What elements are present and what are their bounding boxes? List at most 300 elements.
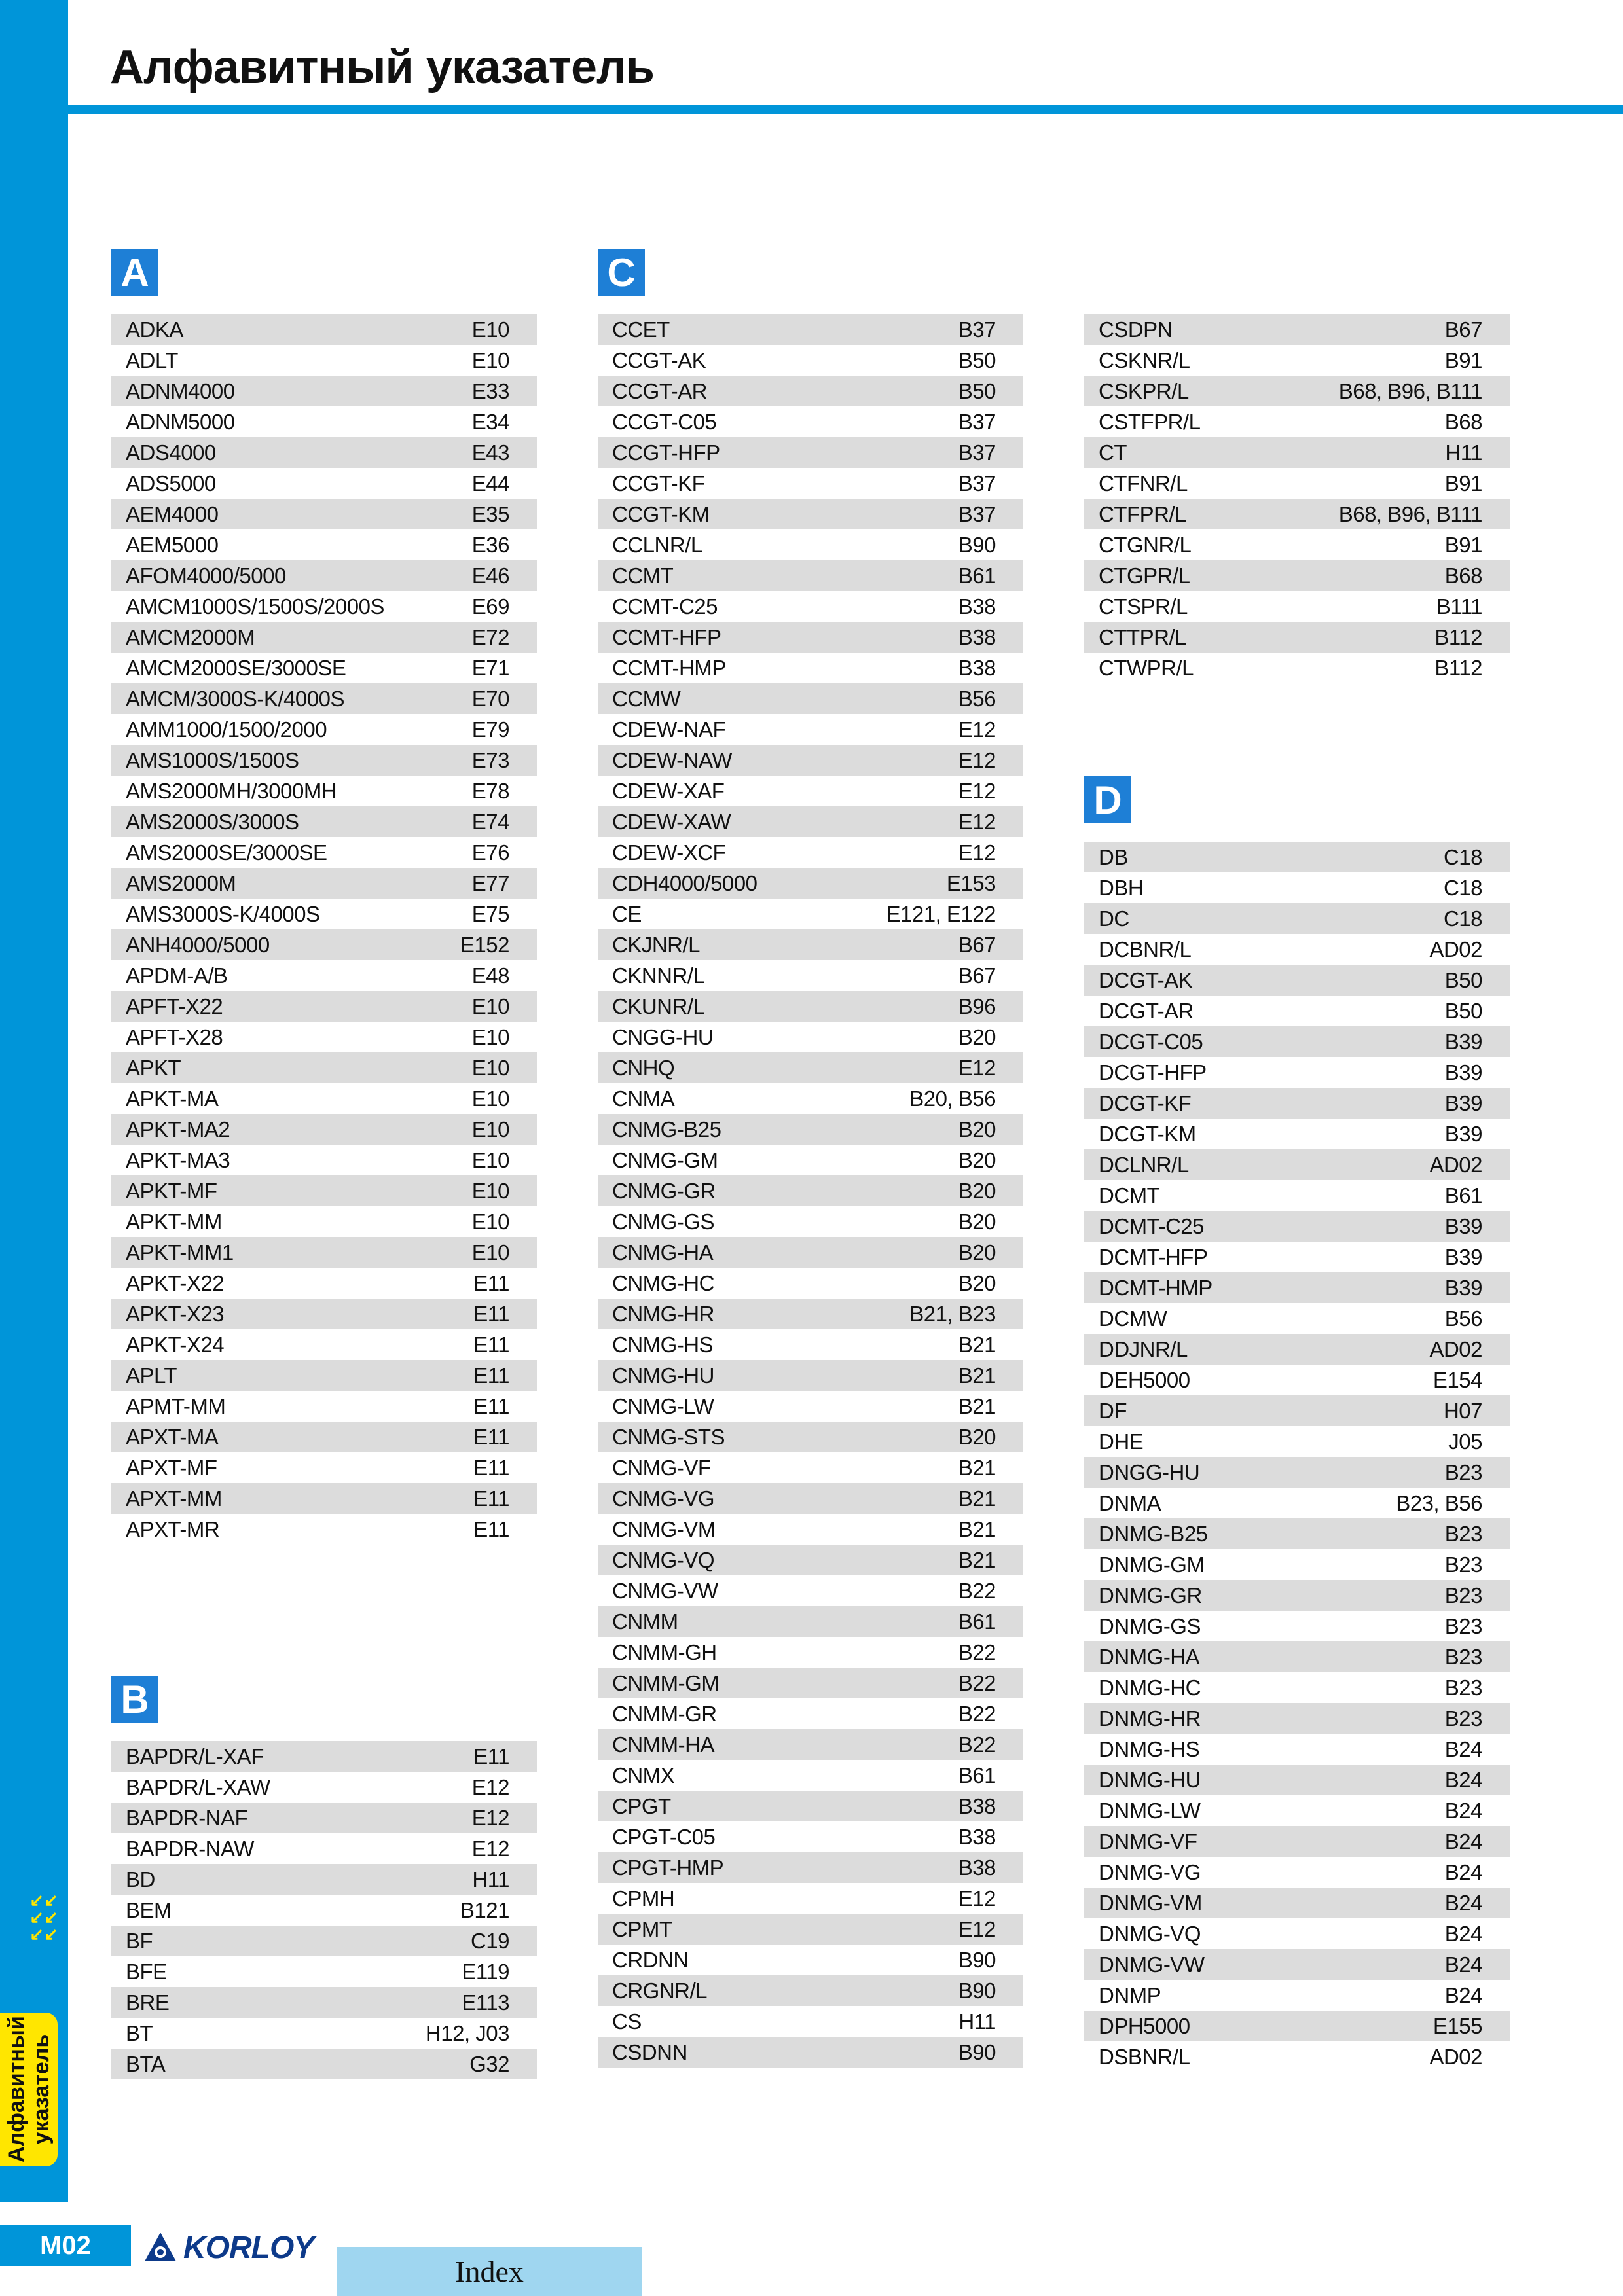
entry-page-ref[interactable]: E119	[462, 1959, 509, 1984]
index-entry	[1084, 1119, 1510, 1149]
entry-code: AMCM2000M	[126, 624, 255, 649]
entry-page-ref[interactable]: B20	[958, 1178, 996, 1203]
entry-page-ref[interactable]: B23	[1444, 1552, 1482, 1577]
entry-page-ref[interactable]: B20, B56	[909, 1086, 996, 1111]
entry-page-ref[interactable]: B23	[1444, 1675, 1482, 1700]
index-entry	[1084, 1303, 1510, 1334]
entry-page-ref[interactable]: E155	[1432, 2013, 1482, 2038]
entry-page-ref[interactable]: B24	[1444, 1921, 1482, 1946]
entry-page-ref[interactable]: B22	[958, 1732, 996, 1757]
index-entry	[598, 591, 1023, 622]
index-label[interactable]: Index	[337, 2247, 642, 2296]
index-entry	[111, 1391, 537, 1422]
entry-page-ref[interactable]: E46	[471, 563, 509, 588]
entry-page-ref[interactable]: B37	[958, 440, 996, 465]
index-entry	[598, 345, 1023, 376]
entry-page-ref[interactable]: B90	[958, 532, 996, 557]
index-entry	[598, 714, 1023, 745]
entry-page-ref[interactable]: B23, B56	[1396, 1490, 1482, 1515]
entry-code: CSKNR/L	[1099, 348, 1190, 372]
entry-code: ANH4000/5000	[126, 932, 270, 957]
entry-page-ref[interactable]: E12	[958, 778, 996, 803]
index-entry	[111, 714, 537, 745]
entry-code: APLT	[126, 1363, 177, 1388]
entry-code: APKT-MA3	[126, 1147, 230, 1172]
entry-list	[1084, 314, 1510, 683]
entry-page-ref[interactable]: H12, J03	[425, 2020, 509, 2045]
entry-page-ref[interactable]: B21	[958, 1516, 996, 1541]
entry-page-ref[interactable]: E154	[1432, 1367, 1482, 1392]
index-entry	[111, 591, 537, 622]
entry-page-ref[interactable]: E11	[473, 1744, 509, 1768]
entry-page-ref[interactable]: B50	[1444, 967, 1482, 992]
entry-page-ref[interactable]: B20	[958, 1117, 996, 1141]
entry-page-ref[interactable]: E10	[471, 1055, 509, 1080]
entry-page-ref[interactable]: B22	[958, 1578, 996, 1603]
entry-page-ref[interactable]: B38	[958, 1824, 996, 1849]
entry-page-ref[interactable]: E113	[462, 1990, 509, 2015]
entry-page-ref[interactable]: B61	[958, 563, 996, 588]
entry-code: DNMG-HR	[1099, 1706, 1201, 1731]
entry-page-ref[interactable]: B38	[958, 655, 996, 680]
entry-page-ref[interactable]: B24	[1444, 1829, 1482, 1854]
entry-page-ref[interactable]: E77	[471, 870, 509, 895]
entry-page-ref[interactable]: E11	[473, 1516, 509, 1541]
entry-page-ref[interactable]: E10	[471, 1147, 509, 1172]
entry-page-ref[interactable]: B90	[958, 1947, 996, 1972]
entry-code: ADS5000	[126, 471, 216, 495]
entry-page-ref[interactable]: E10	[471, 1024, 509, 1049]
entry-page-ref[interactable]: E69	[471, 594, 509, 619]
entry-page-ref[interactable]: B39	[1444, 1121, 1482, 1146]
entry-code: CNMG-B25	[612, 1117, 721, 1141]
entry-page-ref[interactable]: E12	[471, 1805, 509, 1830]
entry-page-ref[interactable]: H07	[1443, 1398, 1482, 1423]
entry-code: DF	[1099, 1398, 1127, 1423]
index-entry	[111, 1803, 537, 1833]
index-entry	[598, 1422, 1023, 1452]
entry-page-ref[interactable]: E10	[471, 1086, 509, 1111]
entry-code: DNMG-HC	[1099, 1675, 1201, 1700]
entry-page-ref[interactable]: AD02	[1429, 1336, 1482, 1361]
entry-page-ref[interactable]: B22	[958, 1640, 996, 1664]
entry-code: DDJNR/L	[1099, 1336, 1188, 1361]
entry-code: ADNM5000	[126, 409, 235, 434]
entry-page-ref[interactable]: E12	[471, 1774, 509, 1799]
index-entry	[111, 683, 537, 714]
entry-code: CNMA	[612, 1086, 675, 1111]
entry-page-ref[interactable]: B24	[1444, 1798, 1482, 1823]
entry-page-ref[interactable]: C18	[1443, 844, 1482, 869]
entry-page-ref[interactable]: E73	[471, 747, 509, 772]
entry-page-ref[interactable]: B20	[958, 1424, 996, 1449]
entry-page-ref[interactable]: B68	[1444, 563, 1482, 588]
entry-code: DNMG-GS	[1099, 1613, 1201, 1638]
entry-page-ref[interactable]: C19	[470, 1928, 509, 1953]
index-entry	[111, 468, 537, 499]
entry-page-ref[interactable]: E11	[473, 1332, 509, 1357]
entry-page-ref[interactable]: B68, B96, B111	[1338, 378, 1482, 403]
entry-page-ref[interactable]: E34	[471, 409, 509, 434]
index-entry	[111, 1483, 537, 1514]
entry-code: CCGT-AK	[612, 348, 706, 372]
entry-page-ref[interactable]: E11	[473, 1301, 509, 1326]
entry-page-ref[interactable]: B24	[1444, 1890, 1482, 1915]
entry-code: CPGT-C05	[612, 1824, 716, 1849]
index-entry	[598, 1668, 1023, 1698]
entry-page-ref[interactable]: B111	[1436, 594, 1482, 619]
entry-page-ref[interactable]: B39	[1444, 1029, 1482, 1054]
entry-page-ref[interactable]: B61	[958, 1763, 996, 1787]
entry-page-ref[interactable]: B90	[958, 2039, 996, 2064]
entry-page-ref[interactable]: B38	[958, 1793, 996, 1818]
index-entry	[111, 653, 537, 683]
entry-code: ADS4000	[126, 440, 216, 465]
entry-page-ref[interactable]: B24	[1444, 1859, 1482, 1884]
index-entry	[111, 776, 537, 806]
entry-page-ref[interactable]: E12	[958, 1916, 996, 1941]
entry-page-ref[interactable]: B96	[958, 994, 996, 1018]
index-entry	[598, 560, 1023, 591]
entry-page-ref[interactable]: B23	[1444, 1613, 1482, 1638]
entry-page-ref[interactable]: E11	[473, 1486, 509, 1511]
index-entry	[1084, 1457, 1510, 1488]
entry-page-ref[interactable]: B37	[958, 471, 996, 495]
entry-code: AMS2000S/3000S	[126, 809, 299, 834]
entry-page-ref[interactable]: B20	[958, 1270, 996, 1295]
index-entry	[111, 1514, 537, 1545]
entry-code: BAPDR/L-XAW	[126, 1774, 270, 1799]
entry-page-ref[interactable]: B23	[1444, 1460, 1482, 1484]
index-entry	[111, 1206, 537, 1237]
index-entry	[111, 1926, 537, 1956]
entry-page-ref[interactable]: B39	[1444, 1060, 1482, 1085]
entry-page-ref[interactable]: C18	[1443, 875, 1482, 900]
entry-page-ref[interactable]: B21	[958, 1547, 996, 1572]
entry-code: CCGT-HFP	[612, 440, 720, 465]
index-entry	[598, 1606, 1023, 1637]
entry-page-ref[interactable]: B50	[1444, 998, 1482, 1023]
entry-page-ref[interactable]: E11	[473, 1363, 509, 1388]
entry-page-ref[interactable]: E44	[471, 471, 509, 495]
entry-page-ref[interactable]: B50	[958, 378, 996, 403]
entry-page-ref[interactable]: B91	[1444, 532, 1482, 557]
entry-page-ref[interactable]: G32	[469, 2051, 509, 2076]
index-entry	[111, 1833, 537, 1864]
entry-code: DCLNR/L	[1099, 1152, 1189, 1177]
entry-page-ref[interactable]: B37	[958, 409, 996, 434]
index-entry	[111, 1741, 537, 1772]
entry-page-ref[interactable]: E71	[471, 655, 509, 680]
entry-code: AMM1000/1500/2000	[126, 717, 327, 742]
index-entry	[111, 1987, 537, 2018]
entry-page-ref[interactable]: B23	[1444, 1706, 1482, 1731]
index-entry	[111, 991, 537, 1022]
index-entry	[598, 929, 1023, 960]
entry-page-ref[interactable]: E121, E122	[886, 901, 996, 926]
entry-code: APKT-X23	[126, 1301, 225, 1326]
entry-code: DC	[1099, 906, 1129, 931]
entry-page-ref[interactable]: B38	[958, 1855, 996, 1880]
index-entry	[111, 745, 537, 776]
entry-page-ref[interactable]: E10	[471, 1178, 509, 1203]
index-entry	[598, 1760, 1023, 1791]
entry-code: APKT-MM1	[126, 1240, 234, 1265]
index-entry	[111, 1052, 537, 1083]
entry-code: APXT-MR	[126, 1516, 220, 1541]
entry-page-ref[interactable]: E12	[958, 747, 996, 772]
entry-page-ref[interactable]: E12	[471, 1836, 509, 1861]
entry-page-ref[interactable]: E11	[473, 1424, 509, 1449]
entry-page-ref[interactable]: B67	[958, 932, 996, 957]
entry-page-ref[interactable]: H11	[472, 1867, 509, 1892]
entry-page-ref[interactable]: E152	[460, 932, 509, 957]
entry-page-ref[interactable]: B68, B96, B111	[1338, 501, 1482, 526]
entry-page-ref[interactable]: E43	[471, 440, 509, 465]
index-entry	[1084, 996, 1510, 1026]
entry-code: DNMG-VM	[1099, 1890, 1202, 1915]
entry-page-ref[interactable]: B23	[1444, 1521, 1482, 1546]
index-entry	[111, 314, 537, 345]
back-arrows-icon[interactable]: ↙↙ ↙↙ ↙↙	[29, 1890, 58, 1944]
entry-page-ref[interactable]: B23	[1444, 1644, 1482, 1669]
entry-page-ref[interactable]: E12	[958, 809, 996, 834]
entry-page-ref[interactable]: B22	[958, 1670, 996, 1695]
korloy-logo-icon	[143, 2230, 178, 2265]
section-letter: D	[1084, 776, 1131, 823]
entry-page-ref[interactable]: B39	[1444, 1275, 1482, 1300]
index-entry	[111, 806, 537, 837]
index-entry	[1084, 1088, 1510, 1119]
entry-page-ref[interactable]: B24	[1444, 1767, 1482, 1792]
entry-page-ref[interactable]: E10	[471, 1240, 509, 1265]
entry-code: DNMG-LW	[1099, 1798, 1201, 1823]
entry-page-ref[interactable]: B24	[1444, 1736, 1482, 1761]
entry-code: APKT-MA2	[126, 1117, 230, 1141]
index-entry	[1084, 1795, 1510, 1826]
entry-page-ref[interactable]: E79	[471, 717, 509, 742]
entry-page-ref[interactable]: B21	[958, 1393, 996, 1418]
brand-name: KORLOY	[183, 2230, 314, 2265]
entry-page-ref[interactable]: E74	[471, 809, 509, 834]
index-entry	[598, 622, 1023, 653]
entry-page-ref[interactable]: E70	[471, 686, 509, 711]
entry-code: CNMG-VW	[612, 1578, 718, 1603]
entry-page-ref[interactable]: B61	[958, 1609, 996, 1634]
entry-page-ref[interactable]: B22	[958, 1701, 996, 1726]
entry-page-ref[interactable]: E10	[471, 1117, 509, 1141]
entry-code: DNMA	[1099, 1490, 1161, 1515]
entry-page-ref[interactable]: B21, B23	[909, 1301, 996, 1326]
entry-page-ref[interactable]: B20	[958, 1209, 996, 1234]
index-entry	[1084, 1488, 1510, 1518]
index-entry	[111, 899, 537, 929]
section-letter: A	[111, 249, 158, 296]
entry-page-ref[interactable]: E76	[471, 840, 509, 865]
entry-page-ref[interactable]: E153	[946, 870, 996, 895]
entry-page-ref[interactable]: B39	[1444, 1090, 1482, 1115]
entry-page-ref[interactable]: E36	[471, 532, 509, 557]
entry-page-ref[interactable]: E12	[958, 717, 996, 742]
section-letter: B	[111, 1676, 158, 1723]
entry-code: CTFPR/L	[1099, 501, 1187, 526]
entry-page-ref[interactable]: E10	[471, 317, 509, 342]
entry-code: CPGT	[612, 1793, 671, 1818]
entry-page-ref[interactable]: AD02	[1429, 937, 1482, 961]
entry-page-ref[interactable]: B20	[958, 1024, 996, 1049]
index-entry	[1084, 622, 1510, 653]
index-entry	[1084, 842, 1510, 872]
index-entry	[111, 1895, 537, 1926]
entry-page-ref[interactable]: B39	[1444, 1213, 1482, 1238]
entry-page-ref[interactable]: E10	[471, 1209, 509, 1234]
entry-page-ref[interactable]: B21	[958, 1486, 996, 1511]
entry-page-ref[interactable]: B20	[958, 1240, 996, 1265]
entry-code: CNMG-HC	[612, 1270, 714, 1295]
index-entry	[598, 314, 1023, 345]
entry-code: CNMG-GR	[612, 1178, 716, 1203]
entry-page-ref[interactable]: B24	[1444, 1982, 1482, 2007]
entry-page-ref[interactable]: E48	[471, 963, 509, 988]
entry-page-ref[interactable]: E35	[471, 501, 509, 526]
entry-page-ref[interactable]: B56	[1444, 1306, 1482, 1331]
index-entry	[598, 1391, 1023, 1422]
entry-code: CPGT-HMP	[612, 1855, 724, 1880]
entry-page-ref[interactable]: B20	[958, 1147, 996, 1172]
entry-page-ref[interactable]: H11	[1445, 440, 1482, 465]
index-entry	[111, 837, 537, 868]
side-tab[interactable]	[0, 2013, 58, 2166]
entry-code: AMS2000SE/3000SE	[126, 840, 327, 865]
entry-page-ref[interactable]: E11	[473, 1270, 509, 1295]
entry-code: APFT-X22	[126, 994, 223, 1018]
entry-code: APXT-MM	[126, 1486, 222, 1511]
entry-page-ref[interactable]: B90	[958, 1978, 996, 2003]
index-entry	[598, 499, 1023, 529]
index-entry	[1084, 1334, 1510, 1365]
index-entry	[111, 376, 537, 406]
index-entry	[111, 1956, 537, 1987]
entry-page-ref[interactable]: B37	[958, 501, 996, 526]
entry-page-ref[interactable]: B21	[958, 1455, 996, 1480]
entry-code: CNMG-VQ	[612, 1547, 714, 1572]
entry-page-ref[interactable]: J05	[1448, 1429, 1482, 1454]
entry-code: DNMG-GR	[1099, 1583, 1202, 1607]
entry-page-ref[interactable]: E10	[471, 348, 509, 372]
entry-page-ref[interactable]: B24	[1444, 1952, 1482, 1977]
index-entry	[1084, 1242, 1510, 1272]
entry-code: ADNM4000	[126, 378, 235, 403]
index-entry	[598, 1052, 1023, 1083]
entry-page-ref[interactable]: B37	[958, 317, 996, 342]
entry-code: CNMG-VM	[612, 1516, 716, 1541]
entry-code: DNMG-GM	[1099, 1552, 1205, 1577]
entry-page-ref[interactable]: E12	[958, 1055, 996, 1080]
index-entry	[598, 529, 1023, 560]
entry-page-ref[interactable]: E11	[473, 1455, 509, 1480]
index-entry	[111, 345, 537, 376]
entry-code: CNMG-HU	[612, 1363, 714, 1388]
index-entry	[1084, 1365, 1510, 1395]
entry-page-ref[interactable]: E10	[471, 994, 509, 1018]
entry-page-ref[interactable]: B91	[1444, 471, 1482, 495]
entry-code: CDEW-NAF	[612, 717, 726, 742]
index-entry	[598, 991, 1023, 1022]
entry-page-ref[interactable]: B50	[958, 348, 996, 372]
entry-code: DNMG-VF	[1099, 1829, 1197, 1854]
entry-page-ref[interactable]: E75	[471, 901, 509, 926]
entry-code: AFOM4000/5000	[126, 563, 286, 588]
index-entry	[111, 437, 537, 468]
entry-code: APKT-X22	[126, 1270, 225, 1295]
index-entry	[111, 560, 537, 591]
section-b	[111, 1676, 537, 2079]
entry-page-ref[interactable]: AD02	[1429, 1152, 1482, 1177]
entry-page-ref[interactable]: C18	[1443, 906, 1482, 931]
section-d	[1084, 776, 1510, 2072]
index-entry	[598, 960, 1023, 991]
entry-page-ref[interactable]: B38	[958, 624, 996, 649]
header-rule	[68, 105, 1623, 114]
index-entry	[598, 868, 1023, 899]
entry-page-ref[interactable]: B23	[1444, 1583, 1482, 1607]
entry-page-ref[interactable]: B56	[958, 686, 996, 711]
index-entry	[1084, 934, 1510, 965]
entry-page-ref[interactable]: B67	[958, 963, 996, 988]
entry-page-ref[interactable]: E72	[471, 624, 509, 649]
entry-code: DPH5000	[1099, 2013, 1190, 2038]
side-color-bar	[0, 0, 71, 2202]
entry-page-ref[interactable]: B121	[460, 1897, 509, 1922]
entry-page-ref[interactable]: B112	[1434, 655, 1482, 680]
index-entry	[1084, 437, 1510, 468]
entry-code: DNMG-B25	[1099, 1521, 1208, 1546]
index-entry	[598, 776, 1023, 806]
entry-code: APXT-MF	[126, 1455, 217, 1480]
entry-code: CNMG-STS	[612, 1424, 725, 1449]
entry-page-ref[interactable]: B38	[958, 594, 996, 619]
entry-page-ref[interactable]: E78	[471, 778, 509, 803]
index-entry	[598, 1299, 1023, 1329]
entry-page-ref[interactable]: E11	[473, 1393, 509, 1418]
entry-page-ref[interactable]: B21	[958, 1363, 996, 1388]
entry-code: CNMG-VF	[612, 1455, 711, 1480]
entry-page-ref[interactable]: E33	[471, 378, 509, 403]
entry-page-ref[interactable]: H11	[958, 2009, 996, 2034]
entry-page-ref[interactable]: B91	[1444, 348, 1482, 372]
entry-code: CNMG-GM	[612, 1147, 718, 1172]
entry-code: CNMG-GS	[612, 1209, 714, 1234]
entry-code: DCGT-KM	[1099, 1121, 1196, 1146]
entry-code: DEH5000	[1099, 1367, 1190, 1392]
index-entry	[111, 1268, 537, 1299]
entry-page-ref[interactable]: E12	[958, 1886, 996, 1910]
entry-page-ref[interactable]: B68	[1444, 409, 1482, 434]
entry-page-ref[interactable]: AD02	[1429, 2044, 1482, 2069]
entry-code: CRDNN	[612, 1947, 689, 1972]
index-entry	[598, 806, 1023, 837]
entry-list	[598, 314, 1023, 2068]
entry-page-ref[interactable]: B112	[1434, 624, 1482, 649]
brand-logo	[143, 2229, 314, 2266]
entry-page-ref[interactable]: B39	[1444, 1244, 1482, 1269]
index-entry	[111, 1114, 537, 1145]
entry-page-ref[interactable]: B21	[958, 1332, 996, 1357]
entry-page-ref[interactable]: B61	[1444, 1183, 1482, 1208]
entry-page-ref[interactable]: E12	[958, 840, 996, 865]
entry-page-ref[interactable]: B67	[1444, 317, 1482, 342]
index-entry	[1084, 560, 1510, 591]
